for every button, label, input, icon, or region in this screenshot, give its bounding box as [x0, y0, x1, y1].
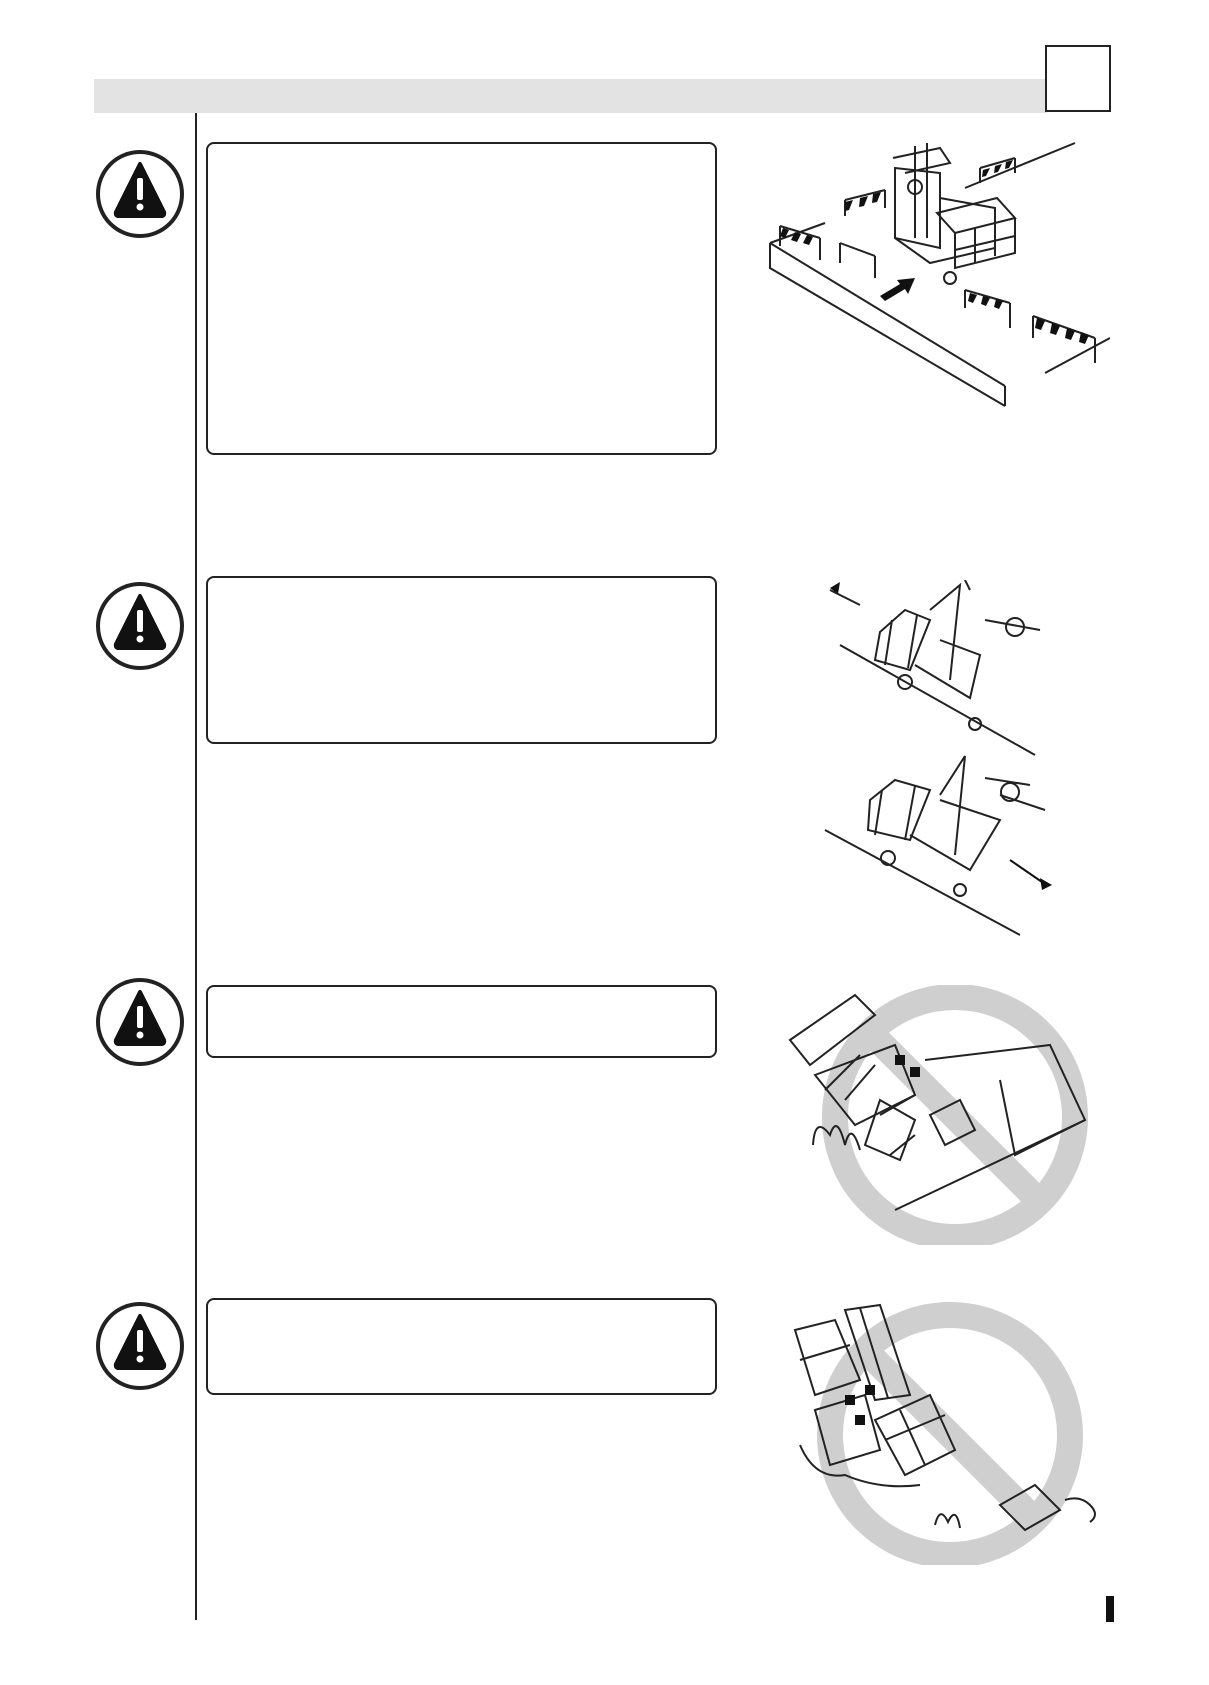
warning-triangle-icon	[94, 976, 186, 1068]
forklift-tipping-obstacle-illustration	[770, 1300, 1110, 1565]
warning-box-3	[206, 985, 717, 1058]
warning-triangle-icon	[94, 580, 186, 672]
warning-triangle-icon	[94, 1300, 186, 1392]
section-tab	[1045, 45, 1111, 112]
forklift-slope-illustration	[820, 580, 1060, 940]
warning-box-2	[206, 576, 717, 744]
header-bar	[94, 79, 1047, 113]
vertical-rule	[195, 113, 197, 1620]
forklift-tipping-ramp-illustration	[775, 985, 1095, 1245]
page-number-marker	[1106, 1596, 1114, 1622]
warning-triangle-icon	[94, 148, 186, 240]
warning-box-4	[206, 1298, 717, 1395]
warning-box-1	[206, 142, 717, 455]
forklift-dock-edge-illustration	[765, 138, 1110, 410]
